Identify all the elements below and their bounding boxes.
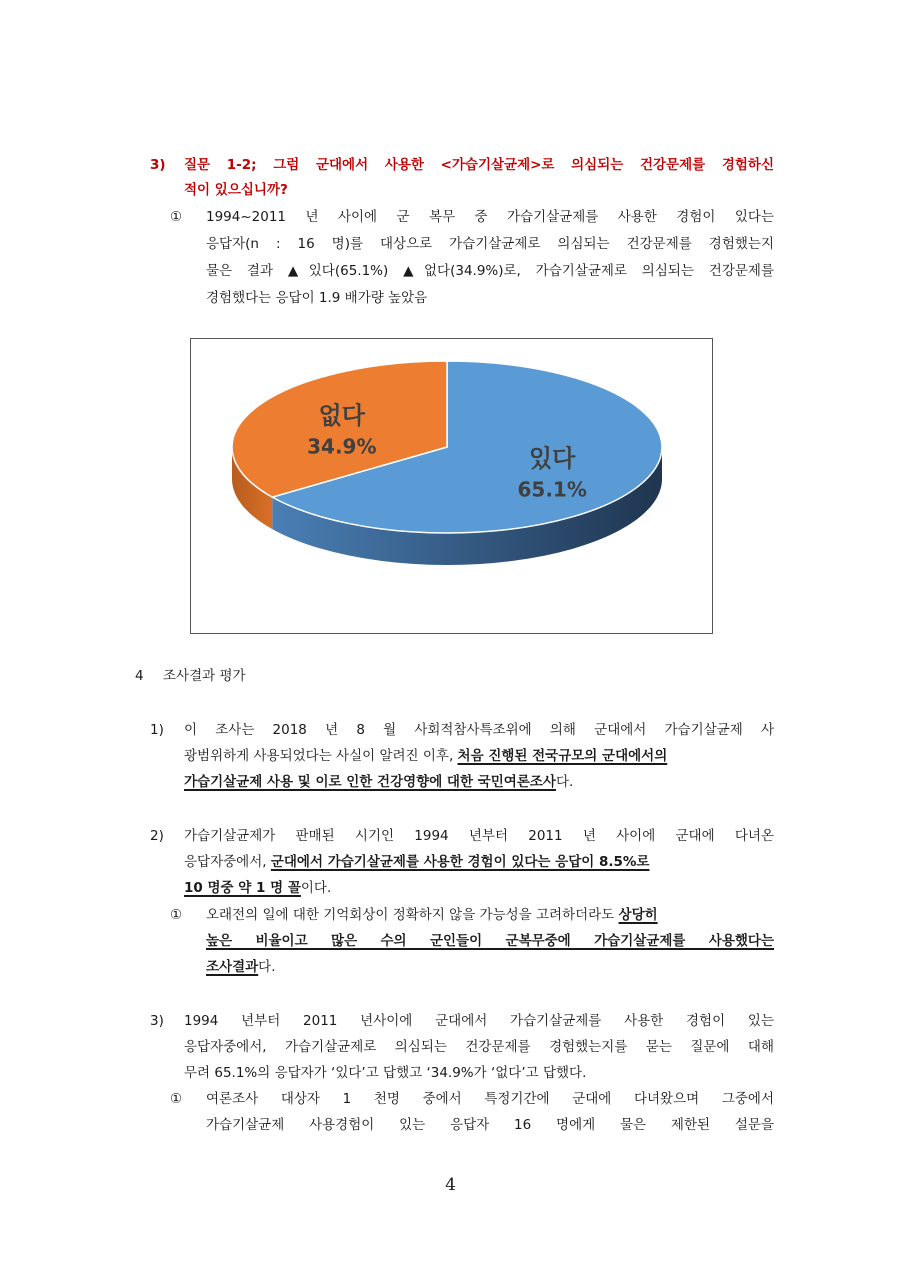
question-number: 3) — [150, 157, 166, 173]
slice-label: 있다 — [529, 444, 576, 473]
section-title: 조사결과 평가 — [163, 668, 246, 684]
plain-text: 이다. — [300, 880, 332, 896]
emphasis-text: 처음 진행된 전국규모의 군대에서의 — [457, 748, 668, 764]
item-line-1 — [206, 905, 658, 925]
item-line-4: 경험했다는 응답이 1.9 배가량 높았음 — [206, 290, 428, 306]
paragraph-line-3: 무려 65.1%의 응답자가 ‘있다’고 답했고 ‘34.9%가 ‘없다’고 답했다. — [184, 1065, 587, 1081]
slice-value-label: 65.1% — [517, 477, 587, 502]
question-line-1: 질문 1-2; 그럼 군대에서 사용한 <가습기살균제>로 의심되는 건강문제를 경험하신 — [184, 157, 774, 173]
item-line-2: 응답자(n : 16 명)를 대상으로 가습기살균제로 의심되는 건강문제를 경험했는지 — [206, 236, 774, 252]
paragraph-line-1: 1994 년부터 2011 년사이에 군대에서 가습기살균제를 사용한 경험이 있는 — [184, 1013, 774, 1029]
item-line-1: 여론조사 대상자 1 천명 중에서 특정기간에 군대에 다녀왔으며 그중에서 — [206, 1091, 774, 1107]
paragraph-number: 1) — [150, 722, 164, 738]
emphasis-text: 군대에서 가습기살균제를 사용한 경험이 있다는 응답이 8.5%로 — [270, 854, 650, 870]
paragraph-number: 2) — [150, 828, 164, 844]
section-number: 4 — [135, 668, 144, 684]
emphasis-text: 상당히 — [618, 907, 658, 923]
circled-marker: ① — [170, 907, 183, 923]
plain-text: 광범위하게 사용되었다는 사실이 알려진 이후, — [184, 748, 458, 764]
paragraph-number: 3) — [150, 1013, 164, 1029]
slice-label: 없다 — [318, 401, 365, 430]
slice-value-label: 34.9% — [307, 434, 377, 459]
paragraph-line-1: 가습기살균제가 판매된 시기인 1994 년부터 2011 년 사이에 군대에 다녀온 — [184, 828, 774, 844]
circled-marker: ① — [170, 1091, 183, 1107]
item-line-2: 높은 비율이고 많은 수의 군인들이 군복무중에 가습기살균제를 사용했다는 — [206, 933, 774, 949]
item-line-1: 1994~2011 년 사이에 군 복무 중 가습기살균제를 사용한 경험이 있다는 — [206, 209, 774, 225]
item-line-3: 물은 결과 ▲있다(65.1%) ▲없다(34.9%)로, 가습기살균제로 의심되는 건강문제를 — [206, 263, 774, 279]
pie-chart-frame — [190, 338, 713, 634]
emphasis-text: 가습기살균제 사용 및 이로 인한 건강영향에 대한 국민여론조사 — [184, 774, 556, 790]
question-line-2: 적이 있으십니까? — [184, 182, 288, 198]
page-number: 4 — [445, 1175, 456, 1195]
pie-chart — [191, 339, 712, 633]
plain-text: 다. — [258, 959, 276, 975]
plain-text: 오래전의 일에 대한 기억회상이 정확하지 않을 가능성을 고려하더라도 — [206, 907, 619, 923]
paragraph-line-1: 이 조사는 2018 년 8 월 사회적참사특조위에 의해 군대에서 가습기살균제 사 — [184, 722, 774, 738]
item-line-3 — [206, 957, 276, 977]
emphasis-text: 10 명중 약 1 명 꼴 — [184, 880, 301, 896]
paragraph-line-2: 응답자중에서, 가습기살균제로 의심되는 건강문제를 경험했는지를 묻는 질문에 대해 — [184, 1039, 774, 1055]
plain-text: 다. — [555, 774, 574, 790]
item-line-2: 가습기살균제 사용경험이 있는 응답자 16 명에게 물은 제한된 설문을 — [206, 1117, 774, 1133]
circled-marker: ① — [170, 209, 183, 225]
paragraph-line-3 — [184, 878, 331, 898]
emphasis-text: 조사결과 — [206, 959, 259, 975]
paragraph-line-2 — [184, 852, 649, 872]
paragraph-line-3 — [184, 772, 573, 792]
paragraph-line-2 — [184, 746, 667, 766]
plain-text: 응답자중에서, — [184, 854, 271, 870]
